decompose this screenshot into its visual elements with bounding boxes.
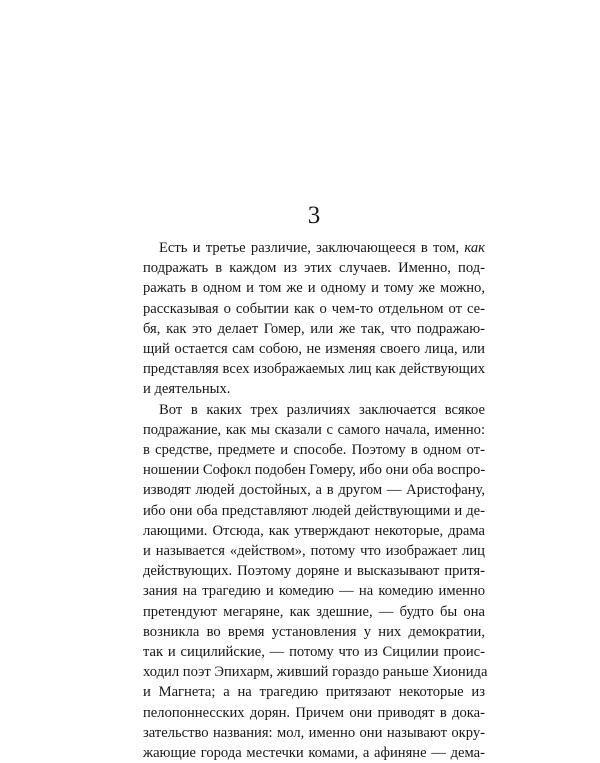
text-line: жающие города местечки комами, а афиняне — дема- bbox=[143, 745, 485, 762]
text-line: и называется «действом», потому что изображает лиц bbox=[143, 543, 485, 560]
text-line: действующих. Поэтому доряне и высказывают притя- bbox=[143, 563, 485, 580]
text-line: ражать в одном и том же и одному и тому же можно, bbox=[143, 280, 485, 297]
text-line: лающими. Отсюда, как утверждают некоторые, драма bbox=[143, 522, 485, 539]
text-line: ношении Софокл подобен Гомеру, ибо они оба воспро- bbox=[143, 462, 486, 479]
paragraph-2 bbox=[143, 400, 488, 763]
text-line: щий остается сам собою, не изменяя своего лица, или bbox=[143, 341, 485, 358]
paragraph-1 bbox=[143, 238, 485, 400]
body-text bbox=[143, 238, 488, 763]
text-line: ходил поэт Эпихарм, живший гораздо раньше Хионида bbox=[143, 664, 488, 681]
text-line: и Магнета; а на трагедию притязают некоторые из bbox=[143, 684, 485, 701]
text-line: изводят людей достойных, а в другом — Аристофану, bbox=[143, 482, 485, 499]
text-line: зательство названия: мол, именно они называют окру- bbox=[143, 724, 485, 741]
text-line: Вот в каких трех различиях заключается всякое bbox=[159, 401, 485, 418]
text-line: возникла во время установления у них демократии, bbox=[143, 623, 485, 640]
text-line: зания на трагедию и комедию — на комедию именно bbox=[143, 583, 485, 600]
text-line: ибо они оба представляют людей действующими и де- bbox=[143, 502, 485, 519]
text-line: бя, как это делает Гомер, или же так, что подражаю- bbox=[143, 320, 485, 337]
text-line: претендуют мегаряне, как здешние, — будто бы она bbox=[143, 603, 485, 620]
text-line: и деятельных. bbox=[143, 381, 231, 398]
text-line: в средстве, предмете и способе. Поэтому в одном от- bbox=[143, 442, 485, 459]
text-line: рассказывая о событии как о чем-то отдельном от се- bbox=[143, 300, 485, 317]
chapter-number: 3 bbox=[307, 202, 321, 229]
text-line: пелопоннесских дорян. Причем они приводят в дока- bbox=[143, 704, 485, 721]
emphasis: как bbox=[464, 240, 485, 256]
text-line: Есть и третье различие, заключающееся в том, как bbox=[159, 240, 485, 256]
text-line: так и сицилийские, — потому что из Сицилии проис- bbox=[143, 644, 485, 661]
text-line: представляя всех изображаемых лиц как действующих bbox=[143, 361, 485, 378]
text-line: подражание, как мы сказали с самого начала, именно: bbox=[143, 421, 485, 438]
text-line: подражать в каждом из этих случаев. Именно, под- bbox=[143, 260, 485, 277]
